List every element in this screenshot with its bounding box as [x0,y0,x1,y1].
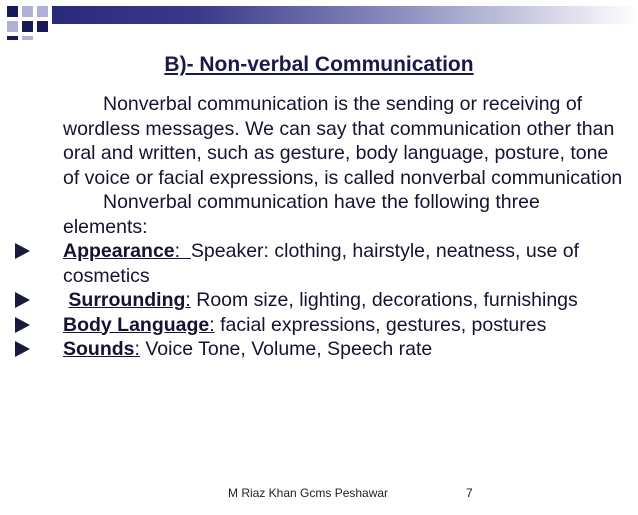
page-number: 7 [466,486,473,500]
header-square-dark [7,6,18,17]
header-square-dark [7,36,18,40]
element-colon: : [134,338,140,360]
element-term: Appearance [63,240,175,262]
element-term: Sounds [63,338,135,360]
element-colon: : [185,289,191,311]
elements-intro-paragraph [63,190,623,239]
footer-author: M Riaz Khan Gcms Peshawar [228,486,389,500]
slide-body [63,92,623,362]
header-square-light [22,6,33,17]
header-square-dark [22,21,33,32]
list-item [63,313,623,338]
bullet-arrow-icon [15,243,30,259]
header-gradient-bar [52,6,638,24]
element-colon: : [174,240,181,262]
header-square-light [37,6,48,17]
definition-text: Nonverbal communication is the sending or receiving of wordless messages. We can say that communication other than oral and written, such as gesture, body language, posture, tone of voice or facial expressions, is called nonverbal communication [63,93,623,189]
header-square-dark [37,21,48,32]
bullet-arrow-icon [15,341,30,357]
definition-paragraph [63,92,623,190]
header-decoration [0,0,638,40]
element-spacer [180,240,191,262]
element-colon: : [209,313,215,336]
element-description: facial expressions, gestures, postures [214,313,547,336]
bullet-arrow-icon [15,317,30,333]
bullet-arrow-icon [15,292,30,308]
element-description: Speaker: clothing, hairstyle, neatness, use of cosmetics [63,240,579,287]
element-term: Body Language [63,313,210,336]
header-square-light [22,36,33,40]
element-term: Surrounding [68,289,186,311]
list-item [63,337,623,362]
list-item [63,239,623,288]
elements-list [63,239,623,362]
element-description: Voice Tone, Volume, Speech rate [139,338,433,360]
element-description: Room size, lighting, decorations, furnishings [190,289,578,311]
slide-title: B)- Non-verbal Communication [164,53,474,76]
elements-intro-text: Nonverbal communication have the following three elements: [63,191,540,238]
list-item [63,288,623,313]
header-square-light [7,21,18,32]
